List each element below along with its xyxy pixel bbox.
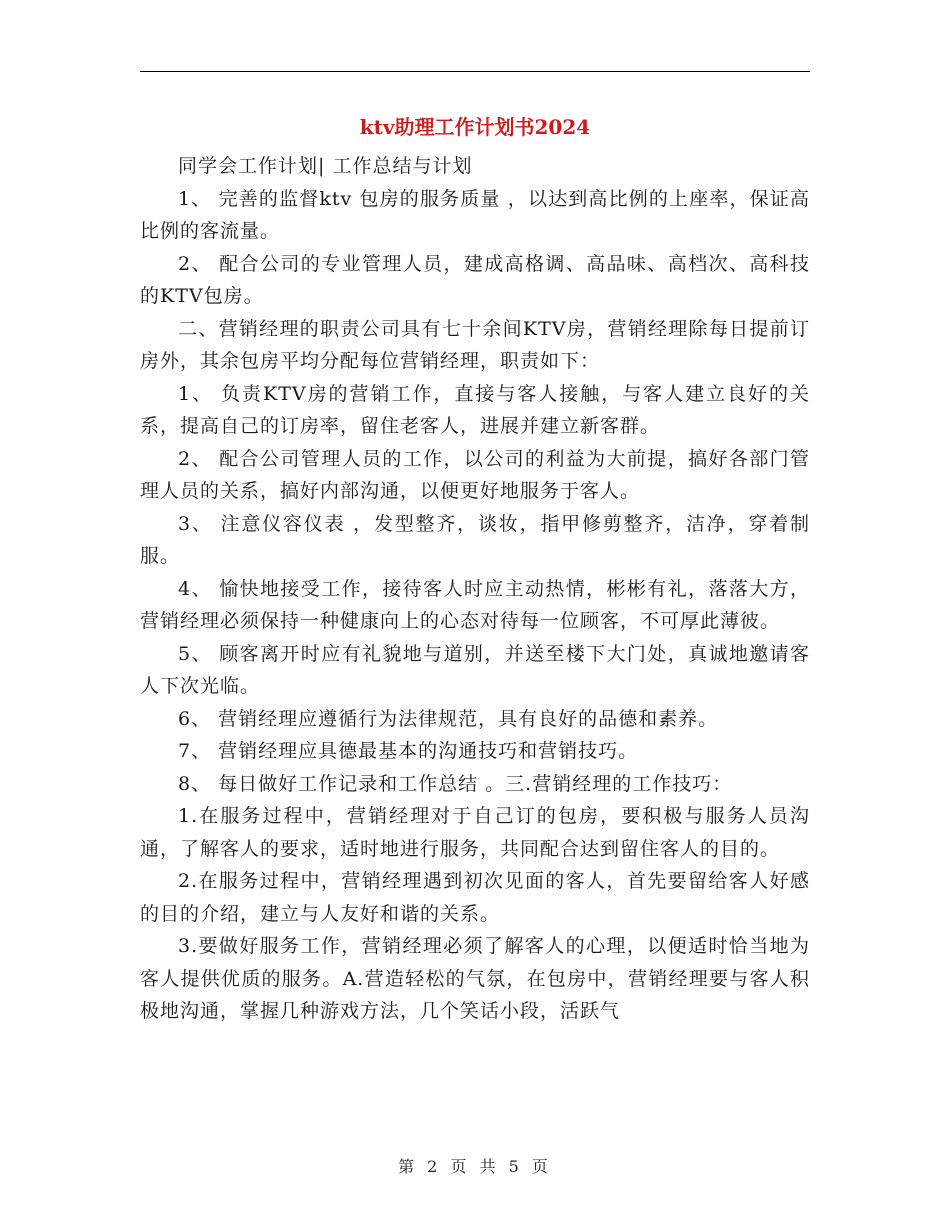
page-footer: 第 2 页 共 5 页 [398, 1157, 552, 1176]
paragraph: 7、 营销经理应具德最基本的沟通技巧和营销技巧。 [178, 740, 639, 762]
paragraph: 8、 每日做好工作记录和工作总结 。三.营销经理的工作技巧： [178, 772, 733, 795]
paragraph: 1、 负责KTV房的营销工作，直接与客人接触，与客人建立良好的关系，提高自己的订房率，留住老客人，进展并建立新客群。 [140, 382, 810, 437]
header-rule [140, 71, 810, 72]
paragraph: 2.在服务过程中，营销经理遇到初次见面的客人，首先要留给客人好感的目的介绍，建立与人友好和谐的关系。 [140, 870, 810, 925]
document-title: ktv助理工作计划书2024 [359, 115, 591, 139]
paragraph: 6、 营销经理应遵循行为法律规范，具有良好的品德和素养。 [178, 707, 719, 730]
paragraph: 2、 配合公司管理人员的工作，以公司的利益为大前提，搞好各部门管理人员的关系，搞好内部沟通，以便更好地服务于客人。 [140, 447, 810, 502]
paragraph: 3、 注意仪容仪表 ，发型整齐，谈妆，指甲修剪整齐，洁净，穿着制服。 [140, 512, 810, 567]
paragraph: 同学会工作计划| 工作总结与计划 [178, 155, 473, 177]
paragraph: 2、 配合公司的专业管理人员，建成高格调、高品味、高档次、高科技的KTV包房。 [140, 252, 810, 307]
paragraph: 4、 愉快地接受工作，接待客人时应主动热情，彬彬有礼，落落大方，营销经理必须保持一种健康向上的心态对待每一位顾客，不可厚此薄彼。 [140, 577, 810, 632]
paragraph: 1、 完善的监督ktv 包房的服务质量 ，以达到高比例的上座率，保证高比例的客流量。 [140, 187, 810, 242]
paragraph: 二、营销经理的职责公司具有七十余间KTV房，营销经理除每日提前订房外，其余包房平均分配每位营销经理，职责如下： [140, 317, 810, 372]
paragraph: 1.在服务过程中，营销经理对于自己订的包房，要积极与服务人员沟通，了解客人的要求，适时地进行服务，共同配合达到留住客人的目的。 [140, 805, 810, 860]
document-body [140, 150, 810, 1028]
paragraph: 3.要做好服务工作，营销经理必须了解客人的心理，以便适时恰当地为客人提供优质的服务。A.营造轻松的气氛，在包房中，营销经理要与客人积极地沟通，掌握几种游戏方法，几个笑话小段，活跃气 [140, 935, 810, 1022]
paragraph: 5、 顾客离开时应有礼貌地与道别，并送至楼下大门处，真诚地邀请客人下次光临。 [140, 642, 810, 697]
